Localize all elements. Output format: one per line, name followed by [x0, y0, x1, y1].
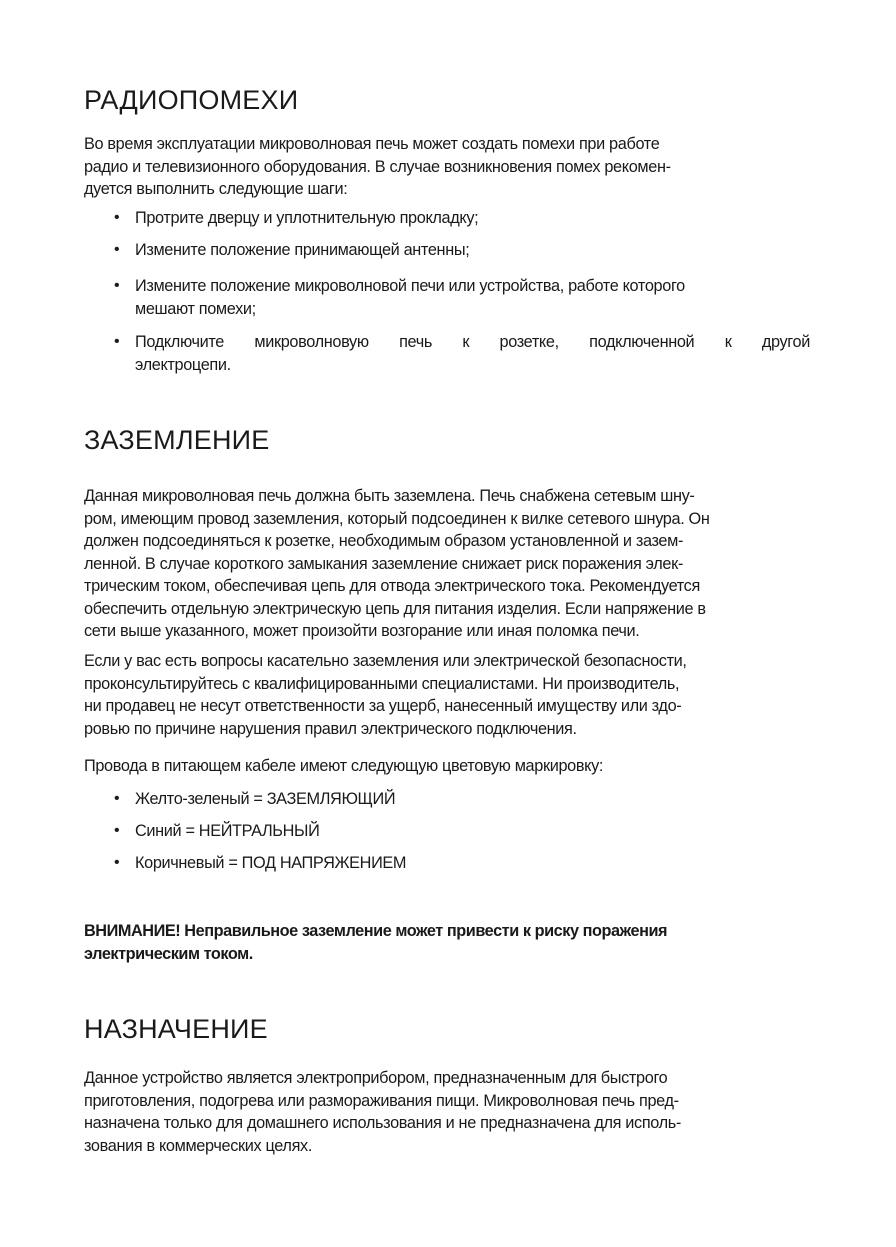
text-line: ни продавец не несут ответственности за ущерб, нанесенный имуществу или здо-: [84, 697, 682, 715]
text-line: Во время эксплуатации микроволновая печь может создать помехи при работе: [84, 135, 660, 153]
heading-purpose: НАЗНАЧЕНИЕ: [84, 1014, 268, 1044]
paragraph: [84, 485, 810, 643]
heading-grounding: ЗАЗЕМЛЕНИЕ: [84, 425, 270, 455]
list-item: [84, 331, 810, 376]
text-line: приготовления, подогрева или размораживания пищи. Микроволновая печь пред-: [84, 1091, 679, 1110]
text-line: Провода в питающем кабеле имеют следующую цветовую маркировку:: [84, 757, 604, 775]
text-line: обеспечить отдельную электрическую цепь для питания изделия. Если напряжение в: [84, 599, 706, 618]
bullet-icon: •: [114, 277, 120, 294]
list-item: [84, 852, 810, 875]
text-line: Данная микроволновая печь должна быть заземлена. Печь снабжена сетевым шну-: [84, 487, 695, 505]
text-line: электроцепи.: [135, 355, 231, 374]
text-line: ВНИМАНИЕ! Неправильное заземление может привести к риску поражения: [84, 922, 668, 940]
text-line: ром, имеющим провод заземления, который подсоединен к вилке сетевого шнура. Он: [84, 509, 710, 528]
list-item: [84, 820, 810, 843]
warning-note: [84, 920, 810, 965]
text-line: должен подсоединяться к розетке, необходимым образом установленной и зазем-: [84, 532, 684, 550]
bullet-icon: •: [114, 822, 120, 839]
text-line: ровью по причине нарушения правил электрического подключения.: [84, 719, 577, 738]
list-item: [84, 788, 810, 811]
text-line: Протрите дверцу и уплотнительную прокладку;: [135, 209, 479, 227]
bullet-icon: •: [114, 241, 120, 258]
text-line: Синий = НЕЙТРАЛЬНЫЙ: [135, 822, 320, 840]
text-line: Желто-зеленый = ЗАЗЕМЛЯЮЩИЙ: [135, 790, 396, 808]
text-line: трическим током, обеспечивая цепь для отвода электрического тока. Рекомендуется: [84, 577, 700, 595]
list-item: [84, 239, 810, 262]
list-item: [84, 207, 810, 230]
paragraph: [84, 133, 810, 201]
text-line: Если у вас есть вопросы касательно заземления или электрической безопасности,: [84, 652, 687, 670]
bullet-icon: •: [114, 209, 120, 226]
text-line: Измените положение принимающей антенны;: [135, 241, 470, 259]
text-line: зования в коммерческих целях.: [84, 1136, 313, 1155]
text-line: проконсультируйтесь с квалифицированными специалистами. Ни производитель,: [84, 674, 680, 693]
paragraph: [84, 755, 810, 778]
text-line: дуется выполнить следующие шаги:: [84, 180, 348, 198]
text-line: сети выше указанного, может произойти возгорание или иная поломка печи.: [84, 622, 640, 640]
text-line: Измените положение микроволновой печи или устройства, работе которого: [135, 277, 685, 295]
text-line: радио и телевизионного оборудования. В случае возникновения помех рекомен-: [84, 157, 671, 176]
paragraph: [84, 650, 810, 740]
text-line: Подключите микроволновую печь к розетке, подключенной к другой: [135, 333, 810, 351]
text-line: назначена только для домашнего использования и не предназначена для исполь-: [84, 1114, 682, 1132]
paragraph: [84, 1067, 810, 1157]
text-line: Коричневый = ПОД НАПРЯЖЕНИЕМ: [135, 854, 407, 872]
heading-radio-interference: РАДИОПОМЕХИ: [84, 85, 299, 115]
bullet-icon: •: [114, 854, 120, 871]
text-line: ленной. В случае короткого замыкания заземление снижает риск поражения элек-: [84, 554, 683, 573]
list-item: [84, 275, 810, 320]
text-line: электрическим током.: [84, 944, 253, 963]
text-line: мешают помехи;: [135, 299, 256, 318]
bullet-icon: •: [114, 333, 120, 350]
bullet-icon: •: [114, 790, 120, 807]
text-line: Данное устройство является электроприбором, предназначенным для быстрого: [84, 1069, 668, 1087]
